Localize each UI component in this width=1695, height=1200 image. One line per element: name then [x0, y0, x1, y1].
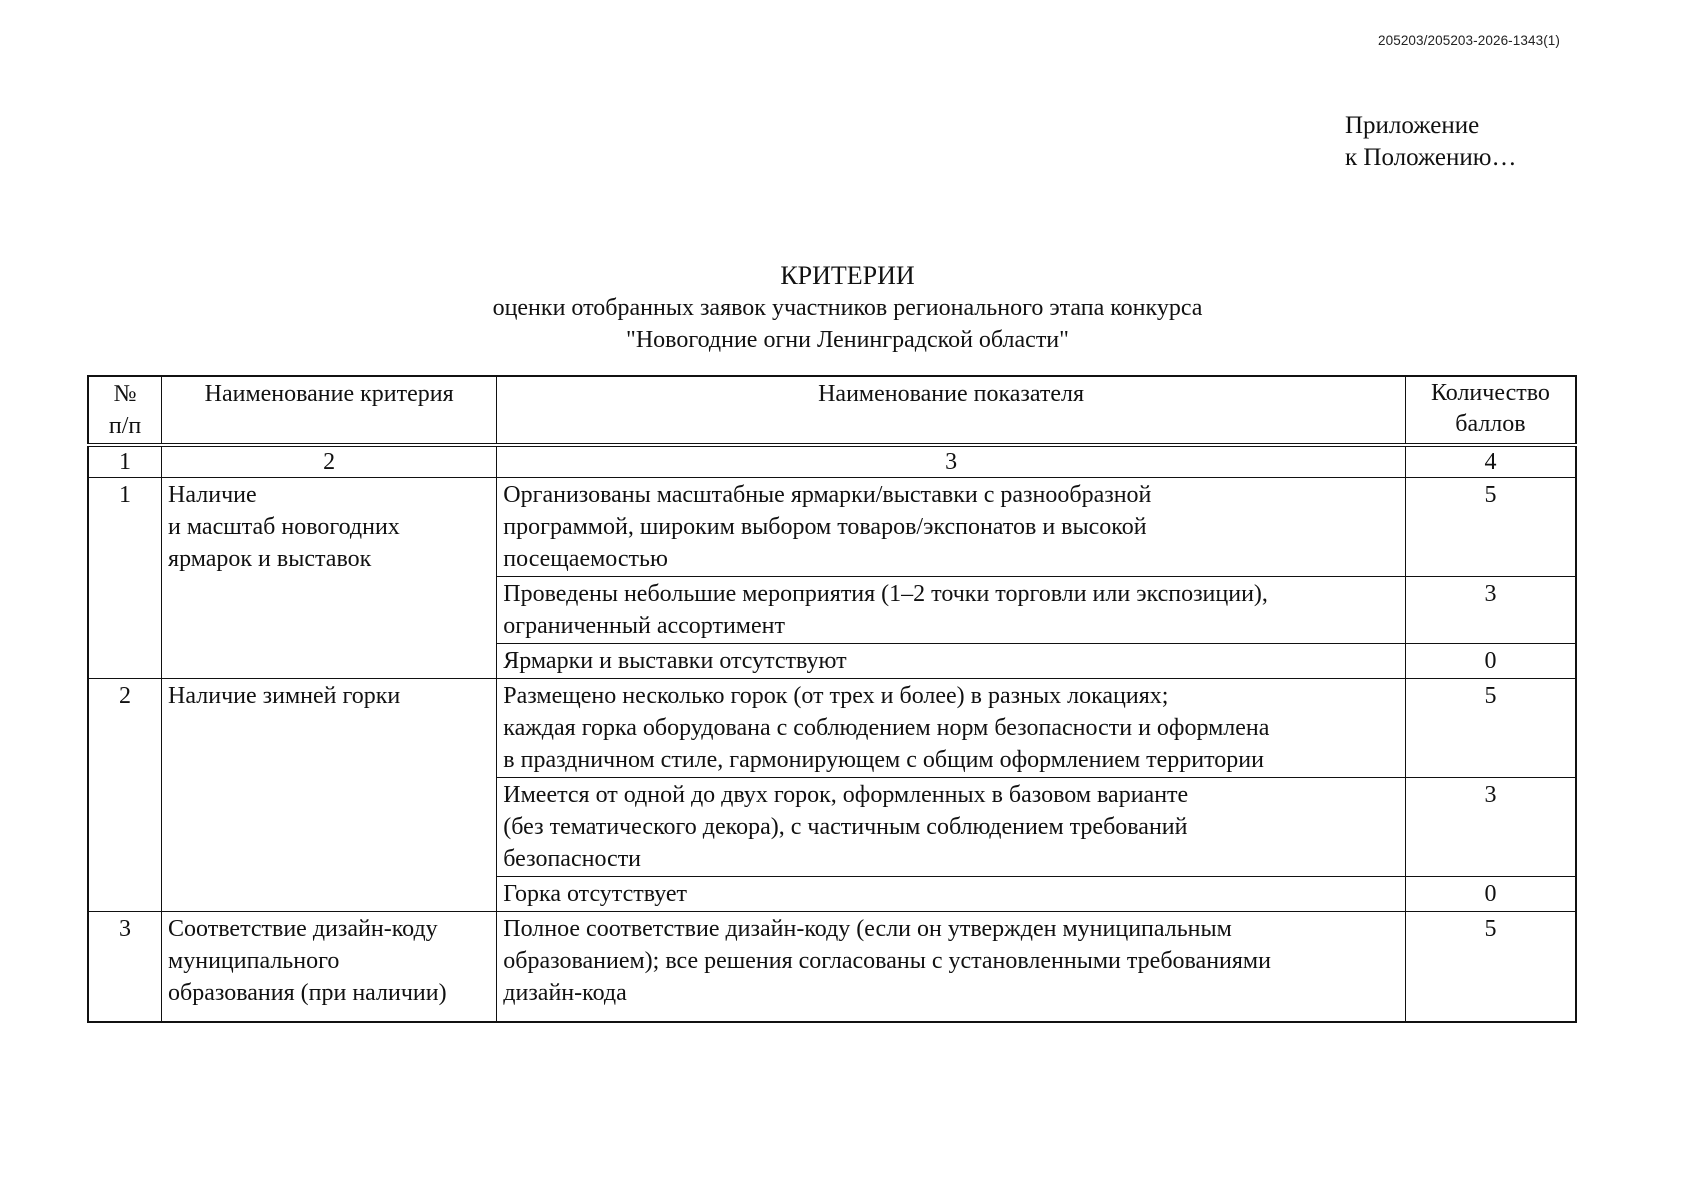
row-criterion: Наличие и масштаб новогодних ярмарок и выставок — [162, 478, 497, 679]
row-num: 3 — [88, 912, 162, 1023]
row-criterion: Наличие зимней горки — [162, 679, 497, 912]
row-num: 1 — [88, 478, 162, 679]
header-points: Количество баллов — [1405, 376, 1576, 445]
header-criterion: Наименование критерия — [162, 376, 497, 445]
table-row — [88, 679, 1576, 778]
header-indicator: Наименование показателя — [497, 376, 1406, 445]
row-indicator: Ярмарки и выставки отсутствуют — [497, 644, 1406, 679]
row-points: 5 — [1405, 679, 1576, 778]
row-points: 0 — [1405, 644, 1576, 679]
row-points: 3 — [1405, 778, 1576, 877]
appendix-line-2: к Положению… — [1345, 144, 1517, 171]
column-number-3: 3 — [497, 445, 1406, 478]
column-number-row — [88, 445, 1576, 478]
column-number-4: 4 — [1405, 445, 1576, 478]
document-id: 205203/205203-2026-1343(1) — [1378, 33, 1561, 48]
row-indicator: Имеется от одной до двух горок, оформленных в базовом варианте (без тематического декора), с частичным соблюдением требований безопасности — [497, 778, 1406, 877]
criteria-table — [87, 375, 1577, 1023]
row-indicator: Организованы масштабные ярмарки/выставки с разнообразной программой, широким выбором товаров/экспонатов и высокой посещаемостью — [497, 478, 1406, 577]
row-indicator: Полное соответствие дизайн-коду (если он утвержден муниципальным образованием); все решения согласованы с установленными требованиями дизайн-кода — [497, 912, 1406, 1023]
document-title — [0, 260, 1695, 356]
row-criterion: Соответствие дизайн-коду муниципального образования (при наличии) — [162, 912, 497, 1023]
row-indicator: Проведены небольшие мероприятия (1–2 точки торговли или экспозиции), ограниченный ассортимент — [497, 577, 1406, 644]
header-num: № п/п — [88, 376, 162, 445]
title-contest-name: "Новогодние огни Ленинградской области" — [626, 327, 1069, 353]
row-points: 5 — [1405, 478, 1576, 577]
appendix-line-1: Приложение — [1345, 112, 1480, 139]
row-indicator: Горка отсутствует — [497, 877, 1406, 912]
title-subtitle: оценки отобранных заявок участников регионального этапа конкурса — [492, 295, 1203, 321]
column-number-1: 1 — [88, 445, 162, 478]
row-points: 5 — [1405, 912, 1576, 1023]
column-number-2: 2 — [162, 445, 497, 478]
appendix-note — [1345, 110, 1516, 174]
title-heading: КРИТЕРИИ — [780, 261, 915, 290]
table-header-row — [88, 376, 1576, 445]
row-points: 0 — [1405, 877, 1576, 912]
table-row — [88, 478, 1576, 577]
row-points: 3 — [1405, 577, 1576, 644]
table-row — [88, 912, 1576, 1023]
row-indicator: Размещено несколько горок (от трех и более) в разных локациях; каждая горка оборудована с соблюдением норм безопасности и оформлена в праздничном стиле, гармонирующем с общим оформлением территории — [497, 679, 1406, 778]
row-num: 2 — [88, 679, 162, 912]
